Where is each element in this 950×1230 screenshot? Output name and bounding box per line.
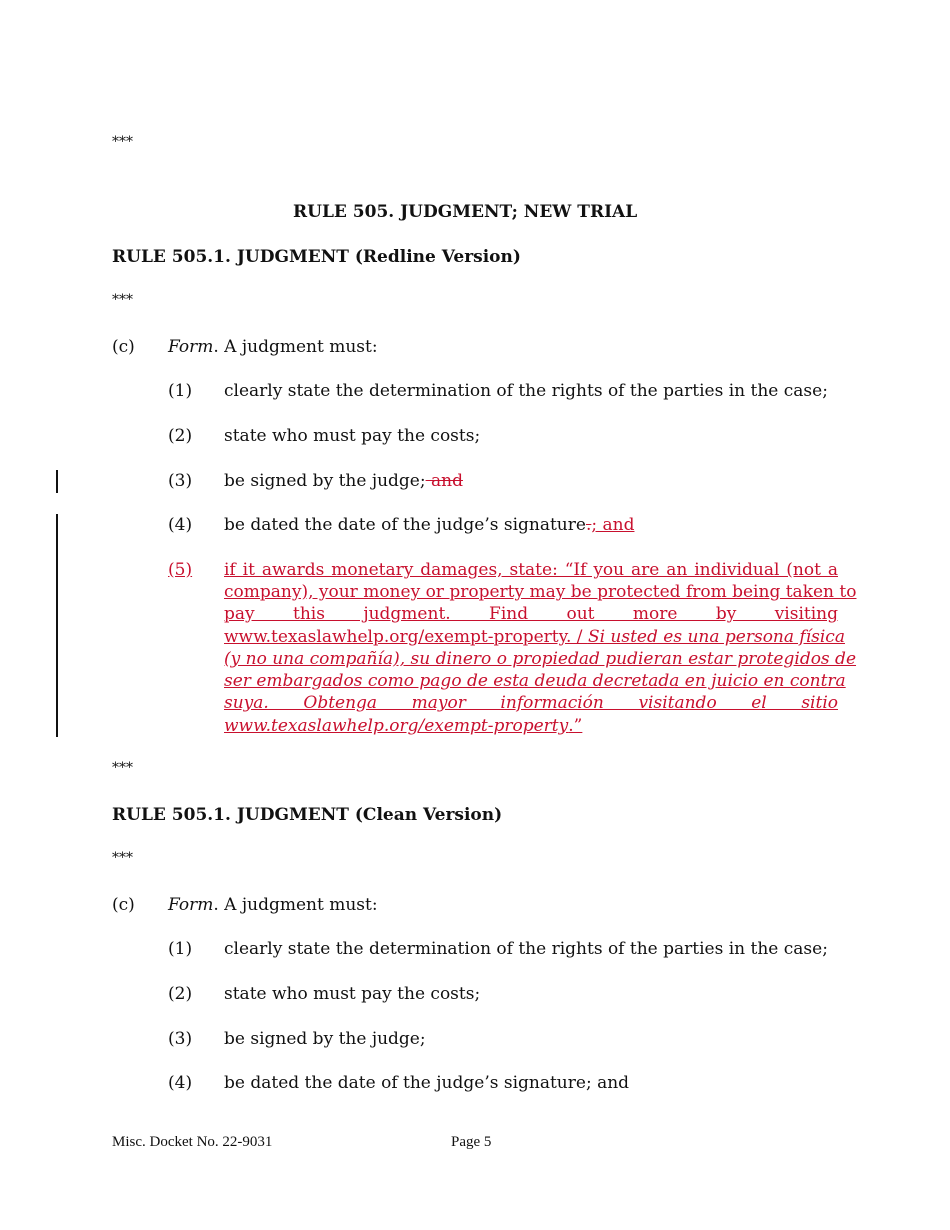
item-5-closing-quote: .” — [568, 716, 583, 736]
change-bar-items-4-5 — [56, 514, 58, 737]
clean-item-2-text: state who must pay the costs; — [224, 984, 481, 1004]
redline-heading: RULE 505.1. JUDGMENT (Redline Version) — [112, 247, 521, 267]
redline-c-text — [168, 337, 378, 357]
redline-item-4-text — [224, 515, 634, 535]
ellipsis-stars-clean: *** — [112, 850, 133, 866]
clean-c-text — [168, 895, 378, 915]
form-rest: . A judgment must: — [213, 337, 378, 357]
item-5-line-6: ser embargados como pago de esta deuda decretada en juicio en contra — [224, 671, 846, 691]
clean-item-2-num: (2) — [168, 984, 193, 1004]
clean-item-4-num: (4) — [168, 1073, 193, 1093]
clean-item-4-text: be dated the date of the judge’s signature; and — [224, 1073, 630, 1093]
item-4-text: be dated the date of the judge’s signature — [224, 515, 586, 535]
clean-c-label: (c) — [112, 895, 135, 915]
ellipsis-stars-redline: *** — [112, 292, 133, 308]
item-4-inserted-text: ; and — [591, 515, 635, 535]
item-5-spanish-start: Si usted es una persona física — [587, 627, 845, 647]
redline-item-5-num: (5) — [168, 560, 193, 580]
clean-heading: RULE 505.1. JUDGMENT (Clean Version) — [112, 805, 503, 825]
item-5-line-8 — [224, 716, 582, 736]
item-5-line-5: (y no una compañía), su dinero o propiedad pudieran estar protegidos de — [224, 649, 857, 669]
main-heading: RULE 505. JUDGMENT; NEW TRIAL — [293, 202, 638, 222]
redline-item-2-text: state who must pay the costs; — [224, 426, 481, 446]
footer-docket: Misc. Docket No. 22-9031 — [112, 1134, 273, 1150]
item-5-line-3: pay this judgment. Find out more by visiting — [224, 604, 838, 624]
form-word: Form — [168, 337, 214, 357]
footer-page-number: Page 5 — [451, 1134, 492, 1150]
item-5-line-2: company), your money or property may be protected from being taken to — [224, 582, 857, 602]
item-5-url-italic: www.texaslawhelp.org/exempt-property — [224, 716, 569, 736]
clean-item-1-text: clearly state the determination of the rights of the parties in the case; — [224, 939, 828, 959]
clean-item-3-num: (3) — [168, 1029, 193, 1049]
clean-item-1-num: (1) — [168, 939, 193, 959]
ellipsis-stars-after-redline: *** — [112, 760, 133, 776]
redline-c-label: (c) — [112, 337, 135, 357]
redline-item-1-num: (1) — [168, 381, 193, 401]
redline-item-3-num: (3) — [168, 471, 193, 491]
item-3-deleted-text: and — [425, 471, 463, 491]
change-bar-item-3 — [56, 470, 58, 493]
redline-item-2-num: (2) — [168, 426, 193, 446]
redline-item-1-text: clearly state the determination of the rights of the parties in the case; — [224, 381, 828, 401]
item-5-line-7: suya. Obtenga mayor información visitando el sitio — [224, 693, 838, 713]
clean-item-3-text: be signed by the judge; — [224, 1029, 426, 1049]
item-5-line-4 — [224, 627, 845, 647]
item-5-url-plain: www.texaslawhelp.org/exempt-property. / — [224, 627, 588, 647]
clean-form-rest: . A judgment must: — [213, 895, 378, 915]
clean-form-word: Form — [168, 895, 214, 915]
item-5-line-1: if it awards monetary damages, state: “If you are an individual (not a — [224, 560, 838, 580]
redline-item-4-num: (4) — [168, 515, 193, 535]
ellipsis-stars-top: *** — [112, 134, 133, 150]
redline-item-3-text — [224, 471, 463, 491]
item-3-text: be signed by the judge; — [224, 471, 426, 491]
item-4-deleted-text: . — [585, 515, 592, 535]
